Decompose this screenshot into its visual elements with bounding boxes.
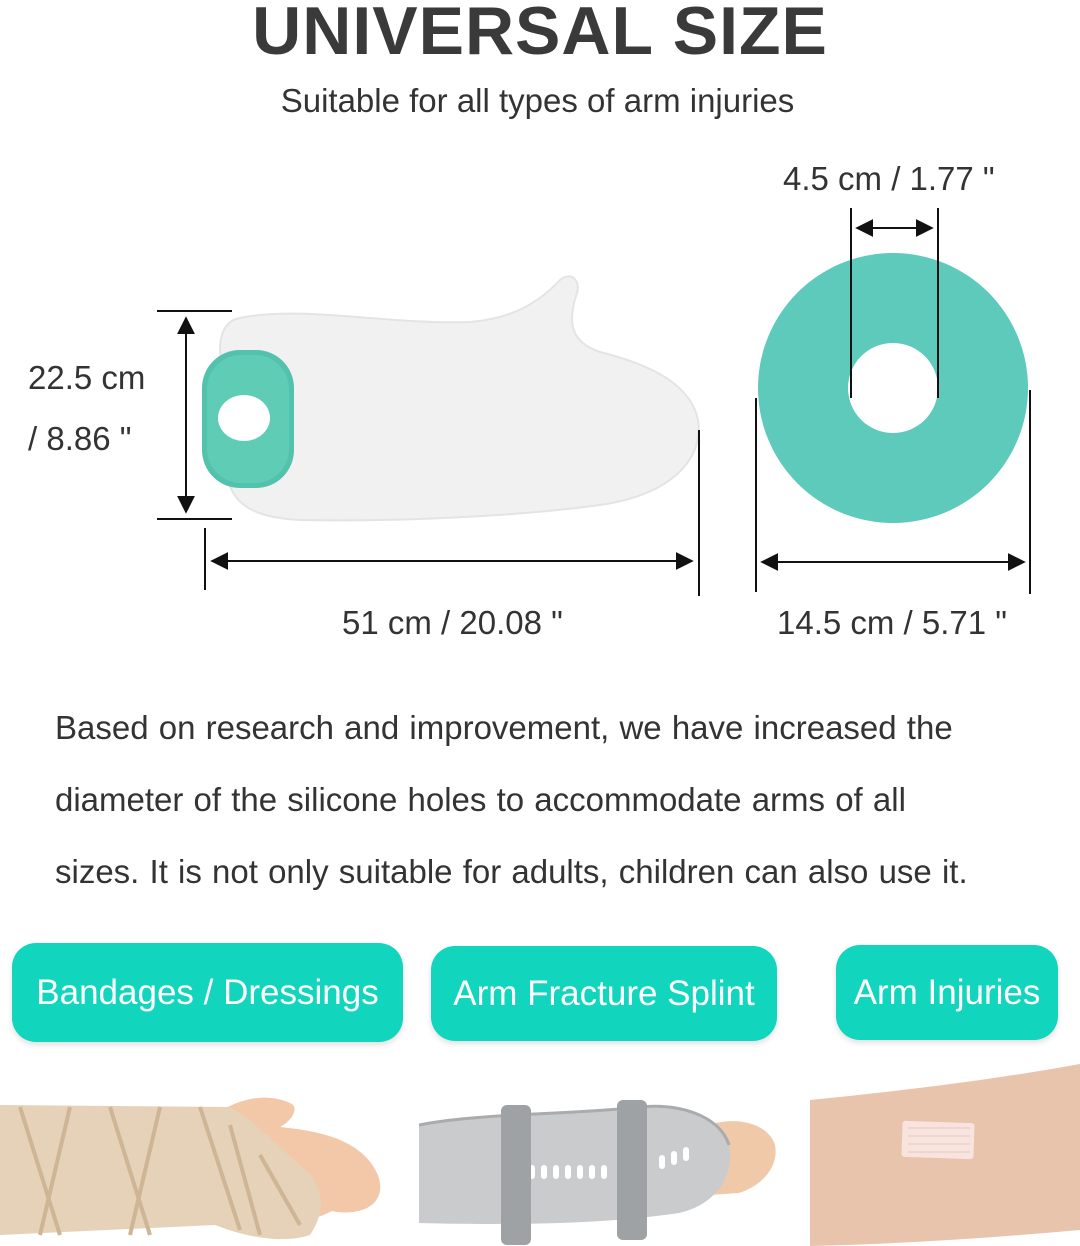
- category-bandages-dressings: Bandages / Dressings: [12, 943, 403, 1042]
- page-title: UNIVERSAL SIZE: [252, 0, 828, 69]
- wrist-splint-icon: [419, 1085, 780, 1246]
- page-subtitle: Suitable for all types of arm injuries: [280, 82, 795, 119]
- cover-height-in: / 8.86 ": [28, 420, 132, 457]
- wrist-splint-photo: [419, 1085, 780, 1246]
- description-line-1: Based on research and improvement, we have increased the: [55, 709, 953, 746]
- silicone-ring: [758, 253, 1028, 523]
- description-line-2: diameter of the silicone holes to accommodate arms of all: [55, 781, 906, 818]
- arm-with-plaster-icon: [810, 1062, 1080, 1246]
- bandaged-hand-photo: [0, 1085, 395, 1246]
- category-arm-fracture-splint: Arm Fracture Splint: [431, 946, 777, 1041]
- cover-length-label: 51 cm / 20.08 ": [342, 604, 563, 641]
- cover-height-cm: 22.5 cm: [28, 359, 146, 396]
- cover-silicone-seal: [202, 350, 294, 488]
- arm-plaster-photo: [810, 1062, 1080, 1246]
- description-paragraph: [55, 692, 1055, 908]
- ring-diameter-label: 14.5 cm / 5.71 ": [777, 604, 1008, 641]
- bandaged-hand-icon: [0, 1085, 395, 1246]
- description-line-3: sizes. It is not only suitable for adults, children can also use it.: [55, 853, 968, 890]
- category-arm-injuries: Arm Injuries: [836, 945, 1058, 1040]
- ring-hole-label: 4.5 cm / 1.77 ": [783, 160, 995, 197]
